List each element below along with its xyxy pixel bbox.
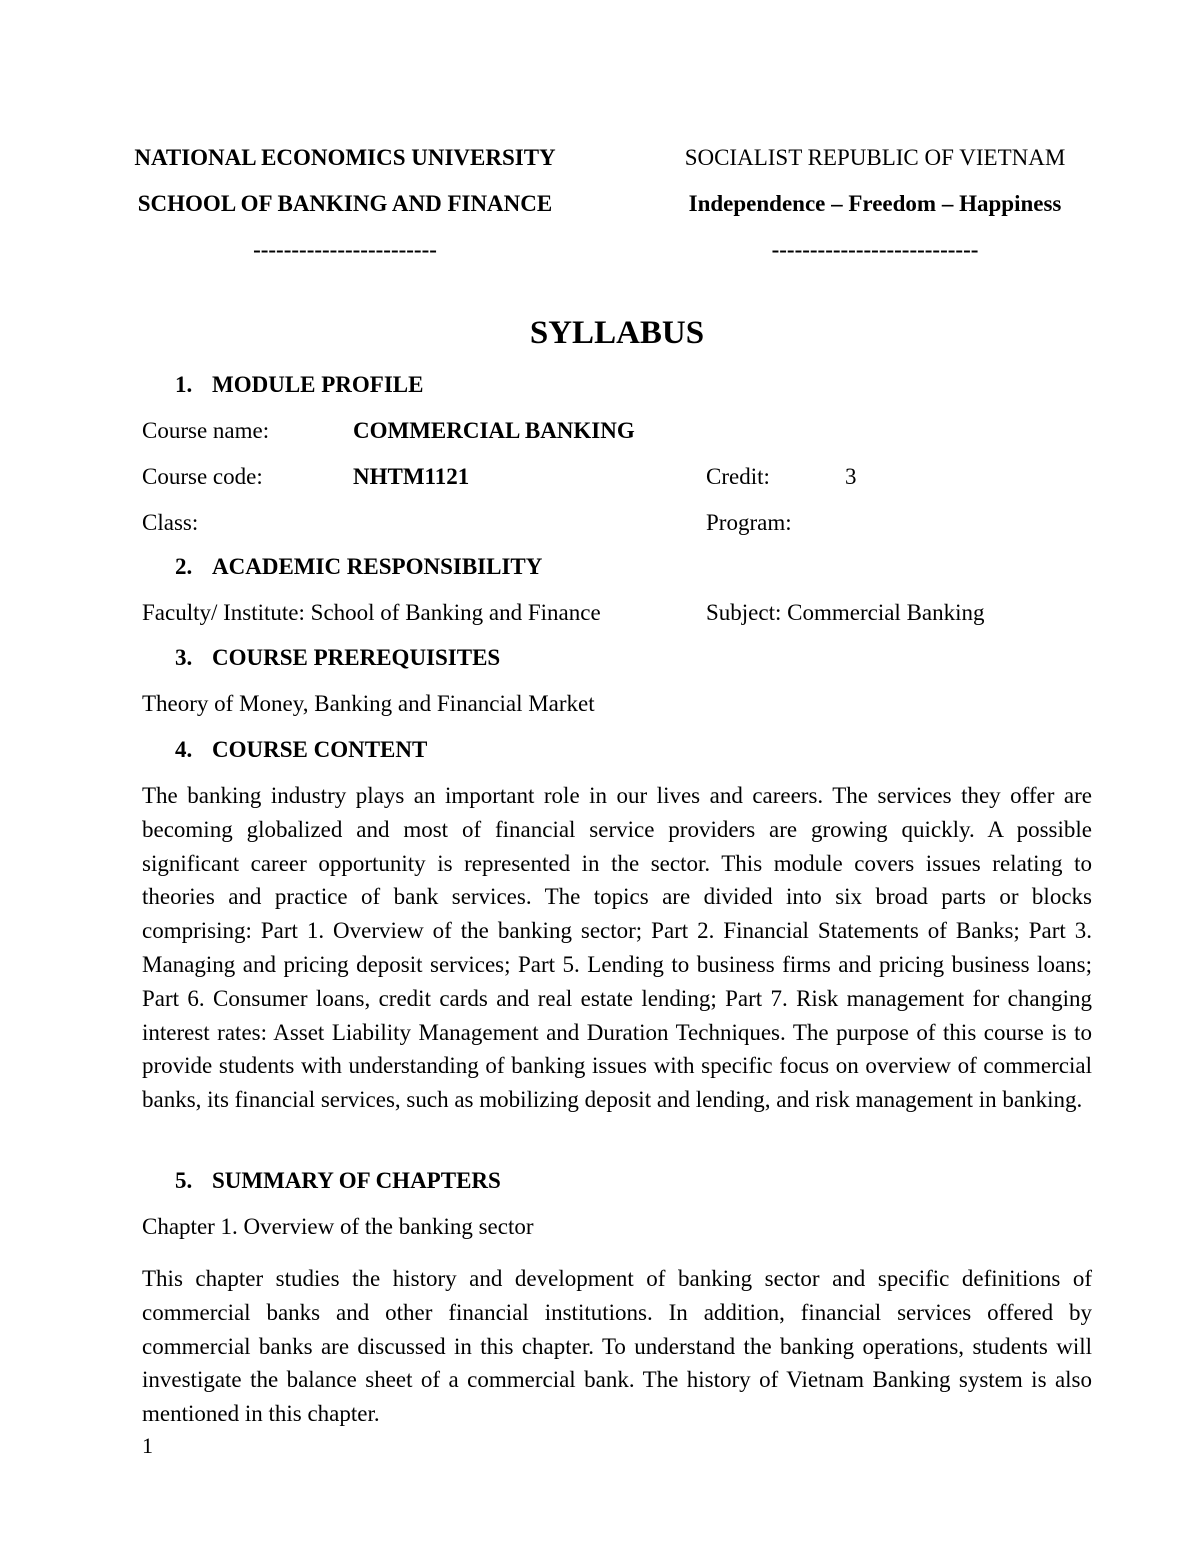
- section-title: COURSE CONTENT: [212, 737, 428, 762]
- section-title: COURSE PREREQUISITES: [212, 645, 501, 670]
- class-label: Class:: [142, 510, 199, 535]
- subject: Subject: Commercial Banking: [706, 600, 985, 625]
- section-number: 2.: [175, 554, 193, 579]
- section-heading-course-prerequisites: [175, 643, 500, 673]
- course-code-value: NHTM1121: [353, 464, 470, 489]
- course-name-label: Course name:: [142, 418, 270, 443]
- document-title: SYLLABUS: [529, 315, 705, 351]
- faculty-institute: Faculty/ Institute: School of Banking and Finance: [142, 600, 601, 625]
- course-content-paragraph: The banking industry plays an important role in our lives and careers. The services they offer are becoming globalized and most of financial service providers are growing quickly. A possible significant career opportunity is represented in the sector. This module covers issues relating to theories and practice of bank services. The topics are divided into six broad parts or blocks comprising: Part 1. Overview of the banking sector; Part 2. Financial Statements of Banks; Part 3. Managing and pricing deposit services; Part 5. Lending to business firms and pricing business loans; Part 6. Consumer loans, credit cards and real estate lending; Part 7. Risk management for changing interest rates: Asset Liability Management and Duration Techniques. The purpose of this course is to provide students with understanding of banking issues with specific focus on overview of commercial banks, its financial services, such as mobilizing deposit and lending, and risk management in banking.: [142, 783, 1092, 1113]
- school-name: SCHOOL OF BANKING AND FINANCE: [137, 191, 553, 216]
- credit-value: 3: [845, 464, 857, 489]
- country-motto: Independence – Freedom – Happiness: [688, 191, 1062, 216]
- country-name: SOCIALIST REPUBLIC OF VIETNAM: [684, 145, 1066, 170]
- prerequisites-text: Theory of Money, Banking and Financial Market: [142, 691, 595, 716]
- section-number: 3.: [175, 645, 193, 670]
- program-label: Program:: [706, 510, 792, 535]
- university-name: NATIONAL ECONOMICS UNIVERSITY: [134, 145, 556, 170]
- section-number: 5.: [175, 1168, 193, 1193]
- course-name-value: COMMERCIAL BANKING: [353, 418, 635, 443]
- course-code-label: Course code:: [142, 464, 263, 489]
- section-heading-module-profile: [175, 370, 423, 400]
- right-header-rule: ---------------------------: [771, 237, 979, 262]
- section-heading-course-content: [175, 735, 427, 765]
- section-heading-summary-of-chapters: [175, 1166, 501, 1196]
- section-title: ACADEMIC RESPONSIBILITY: [212, 554, 543, 579]
- section-title: MODULE PROFILE: [212, 372, 424, 397]
- chapter-1-title: Chapter 1. Overview of the banking sector: [142, 1214, 534, 1239]
- credit-label: Credit:: [706, 464, 770, 489]
- section-number: 1.: [175, 372, 193, 397]
- page-number: 1: [142, 1433, 153, 1458]
- left-header-rule: ------------------------: [253, 237, 437, 262]
- section-title: SUMMARY OF CHAPTERS: [212, 1168, 501, 1193]
- section-heading-academic-responsibility: [175, 552, 542, 582]
- section-number: 4.: [175, 737, 193, 762]
- chapter-1-paragraph: This chapter studies the history and development of banking sector and specific definitions of commercial banks and other financial institutions. In addition, financial services offered by commercial banks are discussed in this chapter. To understand the banking operations, students will investigate the balance sheet of a commercial bank. The history of Vietnam Banking system is also mentioned in this chapter.: [142, 1266, 1092, 1427]
